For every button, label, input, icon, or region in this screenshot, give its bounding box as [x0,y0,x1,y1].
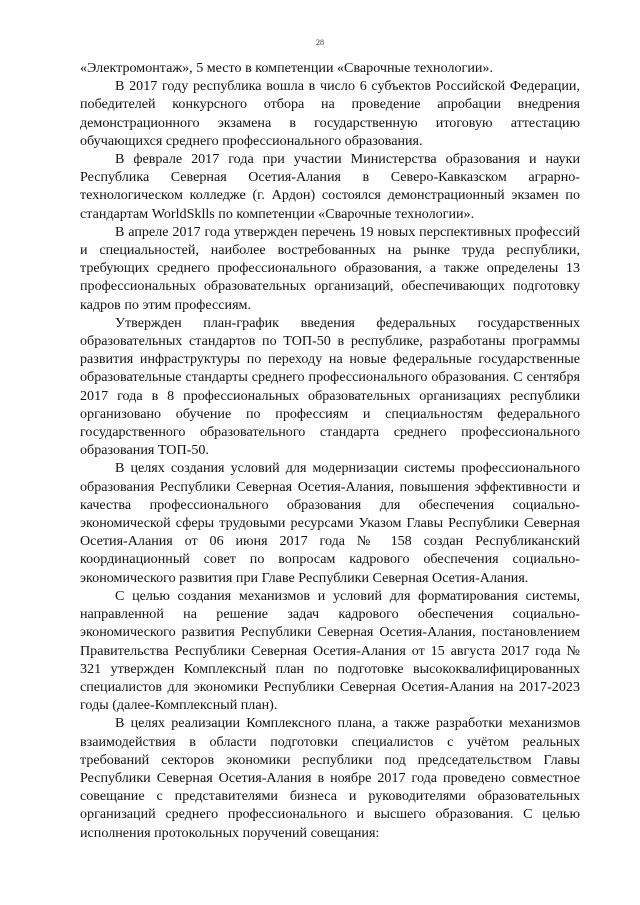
paragraph-february-demo-exam: В феврале 2017 года при участии Министерства образования и науки Республика Северная Осетия-Алания в Северо-Кавказском аграрно-технологическом колледже (г. Ардон) состоялся демонстрационный экзамен по стандартам WorldSklls по компетенции «Сварочные технологии». [80,151,580,222]
paragraph-coordination-council: В целях создания условий для модернизации системы профессионального образования Республики Северная Осетия-Алания, повышения эффективности и качества профессионального образования для обеспечения социально-экономической сферы трудовыми ресурсами Указом Главы Республики Северная Осетия-Алания от 06 июня 2017 года № 158 создан Республиканский координационный совет по вопросам кадрового обеспечения социально-экономического развития при Главе Республики Северная Осетия-Алания. [80,460,580,586]
paragraph-continuation: «Электромонтаж», 5 место в компетенции «Сварочные технологии». [80,60,493,76]
paragraph-joint-meeting: В целях реализации Комплексного плана, а также разработки механизмов взаимодействия в области подготовки специалистов с учётом реальных требований секторов экономики республики под председательством Главы Республики Северная Осетия-Алания в ноябре 2017 года проведено совместное совещание с представителями бизнеса и руководителями образовательных организаций среднего профессионального и высшего образования. С целью исполнения протокольных поручений совещания: [80,715,580,841]
paragraph-comprehensive-plan: С целью создания механизмов и условий для форматирования системы, направленной на решение задач кадрового обеспечения социально-экономического развития Республики Северная Осетия-Алания, постановлением Правительства Республики Северная Осетия-Алания от 15 августа 2017 года № 321 утвержден Комплексный план по подготовке высококвалифицированных специалистов для экономики Республики Северная Осетия-Алания на 2017-2023 годы (далее-Комплексный план). [80,587,580,714]
paragraph-2017-demo-exam-approbation: В 2017 году республика вошла в число 6 субъектов Российской Федерации, победителей конкурсного отбора на проведение апробации внедрения демонстрационного экзамена в государственную итоговую аттестацию обучающихся среднего профессионального образования. [80,78,580,149]
body-text [80,59,580,842]
page-number: 28 [316,38,324,47]
paragraph-april-professions-list: В апреле 2017 года утвержден перечень 19 новых перспективных профессий и специальностей, наиболее востребованных на рынке труда республики, требующих среднего профессионального образования, а также определены 13 профессиональных образовательных организаций, обеспечивающих подготовку кадров по этим профессиям. [80,223,580,313]
paragraph-top50-schedule: Утвержден план-график введения федеральных государственных образовательных стандартов по ТОП-50 в республике, разработаны программы развития инфраструктуры по переходу на новые федеральные государственные образовательные стандарты среднего профессионального образования. С сентября 2017 года в 8 профессиональных образовательных организациях республики организовано обучение по профессиям и специальностям федерального государственного образовательного стандарта среднего профессионального образования ТОП-50. [80,314,580,459]
